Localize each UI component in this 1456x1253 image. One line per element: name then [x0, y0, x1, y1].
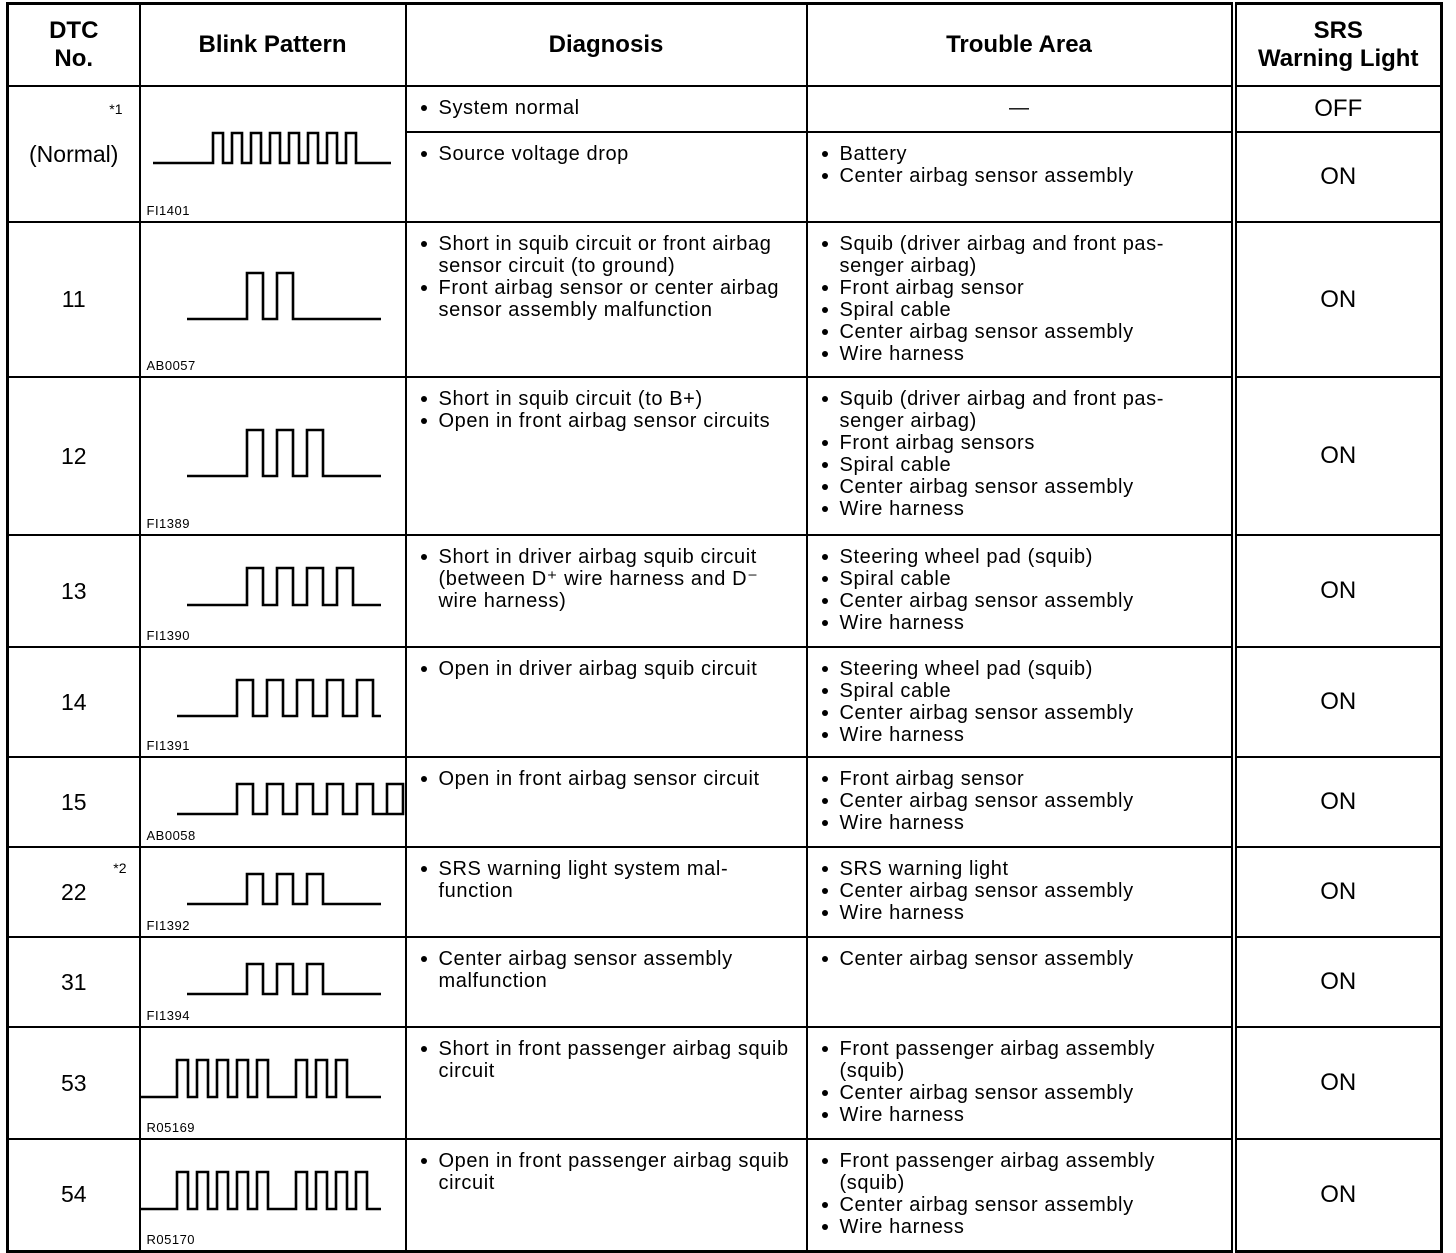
figure-code: FI1389 [146, 516, 190, 531]
blink-pattern-graphic [141, 223, 407, 378]
srs-warning-status: ON [1234, 937, 1442, 1027]
dtc-number: 54 [8, 1139, 140, 1251]
list-item: Center airbag sensor assembly [818, 1194, 1225, 1216]
list-item: Open in front passenger airbag squib circuit [417, 1150, 800, 1194]
list-item: Open in driver airbag squib circuit [417, 658, 800, 680]
list-item: Short in squib circuit or front airbag sensor circuit (to ground) [417, 233, 800, 277]
list-item: SRS warning light [818, 858, 1225, 880]
list-item: SRS warning light system mal-function [417, 858, 800, 902]
list-item: Front passenger airbag assembly (squib) [818, 1038, 1225, 1082]
list-item: Front airbag sensor [818, 768, 1225, 790]
list-item: Short in front passenger airbag squib circuit [417, 1038, 800, 1082]
list-item: Front passenger airbag assembly (squib) [818, 1150, 1225, 1194]
figure-code: FI1401 [146, 203, 190, 218]
diagnosis-cell [406, 647, 807, 757]
diagnosis-cell [406, 847, 807, 937]
table-row [8, 937, 1442, 1027]
diagnosis-cell [406, 937, 807, 1027]
blink-waveform [177, 784, 403, 814]
dtc-number: 31 [8, 937, 140, 1027]
list-item: Wire harness [818, 1216, 1225, 1238]
blink-waveform [187, 568, 381, 605]
srs-warning-status: ON [1234, 535, 1442, 647]
srs-warning-status: ON [1234, 647, 1442, 757]
trouble-area-cell [807, 757, 1234, 847]
trouble-area-cell [807, 535, 1234, 647]
list-item: Center airbag sensor assembly [818, 702, 1225, 724]
srs-warning-status: ON [1234, 1027, 1442, 1139]
list-item: Short in driver airbag squib circuit (between D⁺ wire harness and D⁻ wire harness) [417, 546, 800, 612]
blink-waveform [187, 874, 381, 904]
header-trouble-area: Trouble Area [807, 4, 1234, 87]
trouble-area-normal-a: — [807, 86, 1234, 132]
blink-pattern [140, 847, 406, 937]
list-item: Front airbag sensor [818, 277, 1225, 299]
blink-pattern [140, 1027, 406, 1139]
list-item: Open in front airbag sensor circuit [417, 768, 800, 790]
diagnosis-cell [406, 1027, 807, 1139]
list-item: Wire harness [818, 498, 1225, 520]
list-item: Wire harness [818, 902, 1225, 924]
blink-pattern-graphic [141, 378, 407, 536]
figure-code: R05170 [146, 1231, 196, 1247]
table-row [8, 757, 1442, 847]
dtc-number: 53 [8, 1027, 140, 1139]
list-item: Wire harness [818, 812, 1225, 834]
trouble-area-cell [807, 1139, 1234, 1251]
table-row [8, 1027, 1442, 1139]
footnote-mark: *1 [109, 101, 123, 117]
blink-pattern [140, 1139, 406, 1251]
dtc-table-body [8, 86, 1442, 1251]
diagnosis-normal-b [406, 132, 807, 222]
list-item: Spiral cable [818, 454, 1225, 476]
blink-waveform [187, 273, 381, 319]
list-item: Center airbag sensor assembly [818, 1082, 1225, 1104]
list-item: Short in squib circuit (to B+) [417, 388, 800, 410]
list-item: Center airbag sensor assembly [818, 321, 1225, 343]
trouble-area-cell [807, 847, 1234, 937]
list-item: Open in front airbag sensor circuits [417, 410, 800, 432]
trouble-area-cell [807, 937, 1234, 1027]
footnote-mark: *2 [113, 860, 127, 876]
dtc-number: 11 [8, 222, 140, 377]
trouble-area-cell [807, 222, 1234, 377]
list-item: Spiral cable [818, 680, 1225, 702]
blink-pattern [140, 377, 406, 535]
list-item: Wire harness [818, 724, 1225, 746]
table-row-normal-a [8, 86, 1442, 132]
dtc-number: 12 [8, 377, 140, 535]
srs-warning-status: ON [1234, 1139, 1442, 1251]
diagnosis-cell [406, 222, 807, 377]
list-item: Wire harness [818, 343, 1225, 365]
list-item: Battery [818, 143, 1225, 165]
list-item: Steering wheel pad (squib) [818, 546, 1225, 568]
dtc-number: 15 [8, 757, 140, 847]
srs-warning-status: ON [1234, 847, 1442, 937]
list-item: Source voltage drop [417, 143, 800, 165]
list-item: Squib (driver airbag and front pas-senger airbag) [818, 233, 1225, 277]
table-row [8, 647, 1442, 757]
list-item: Center airbag sensor assembly [818, 790, 1225, 812]
list-item: Center airbag sensor assembly [818, 165, 1225, 187]
list-item: Spiral cable [818, 568, 1225, 590]
srs-warning-status: ON [1234, 377, 1442, 535]
trouble-area-cell [807, 647, 1234, 757]
table-row [8, 222, 1442, 377]
list-item: Front airbag sensor or center airbag sensor assembly malfunction [417, 277, 800, 321]
dtc-normal: *1 (Normal) [8, 86, 140, 222]
figure-code: AB0058 [146, 828, 196, 843]
figure-code: R05169 [146, 1120, 196, 1135]
header-srs-warning-light: SRS Warning Light [1234, 4, 1442, 87]
blink-waveform [187, 964, 381, 994]
blink-waveform [177, 680, 381, 716]
list-item: Center airbag sensor assembly [818, 590, 1225, 612]
blink-pattern-normal [140, 86, 406, 222]
header-row [8, 4, 1442, 87]
blink-waveform [187, 430, 381, 476]
list-item: System normal [417, 97, 800, 119]
list-item: Wire harness [818, 1104, 1225, 1126]
srs-warning-status: ON [1234, 222, 1442, 377]
srs-warning-status: ON [1234, 757, 1442, 847]
list-item: Center airbag sensor assembly [818, 948, 1225, 970]
blink-pattern [140, 647, 406, 757]
diagnosis-cell [406, 757, 807, 847]
blink-waveform [153, 133, 391, 163]
diagnosis-cell [406, 1139, 807, 1251]
list-item: Wire harness [818, 612, 1225, 634]
diagnosis-cell [406, 377, 807, 535]
blink-pattern [140, 535, 406, 647]
srs-status-normal-a: OFF [1234, 86, 1442, 132]
dtc-table [6, 2, 1443, 1253]
trouble-area-cell [807, 1027, 1234, 1139]
srs-status-normal-b: ON [1234, 132, 1442, 222]
list-item: Squib (driver airbag and front pas-senger airbag) [818, 388, 1225, 432]
figure-code: FI1391 [146, 738, 190, 753]
dtc-number: 14 [8, 647, 140, 757]
blink-waveform [141, 1060, 381, 1097]
blink-pattern [140, 222, 406, 377]
list-item: Front airbag sensors [818, 432, 1225, 454]
header-dtc: DTC No. [8, 4, 140, 87]
dtc-number: 13 [8, 535, 140, 647]
list-item: Center airbag sensor assembly malfunction [417, 948, 800, 992]
diagnosis-cell [406, 535, 807, 647]
dtc-number: *2 22 [8, 847, 140, 937]
figure-code: FI1394 [146, 1008, 190, 1023]
diagnosis-normal-a [406, 86, 807, 132]
figure-code: FI1392 [146, 918, 190, 933]
blink-waveform [141, 1172, 381, 1209]
table-row [8, 377, 1442, 535]
header-diagnosis: Diagnosis [406, 4, 807, 87]
trouble-area-cell [807, 377, 1234, 535]
table-row [8, 1139, 1442, 1251]
table-row [8, 535, 1442, 647]
figure-code: AB0057 [146, 358, 196, 373]
list-item: Center airbag sensor assembly [818, 476, 1225, 498]
blink-pattern [140, 937, 406, 1027]
list-item: Spiral cable [818, 299, 1225, 321]
figure-code: FI1390 [146, 628, 190, 643]
table-row [8, 847, 1442, 937]
blink-pattern [140, 757, 406, 847]
header-blink-pattern: Blink Pattern [140, 4, 406, 87]
trouble-area-normal-b [807, 132, 1234, 222]
list-item: Center airbag sensor assembly [818, 880, 1225, 902]
list-item: Steering wheel pad (squib) [818, 658, 1225, 680]
